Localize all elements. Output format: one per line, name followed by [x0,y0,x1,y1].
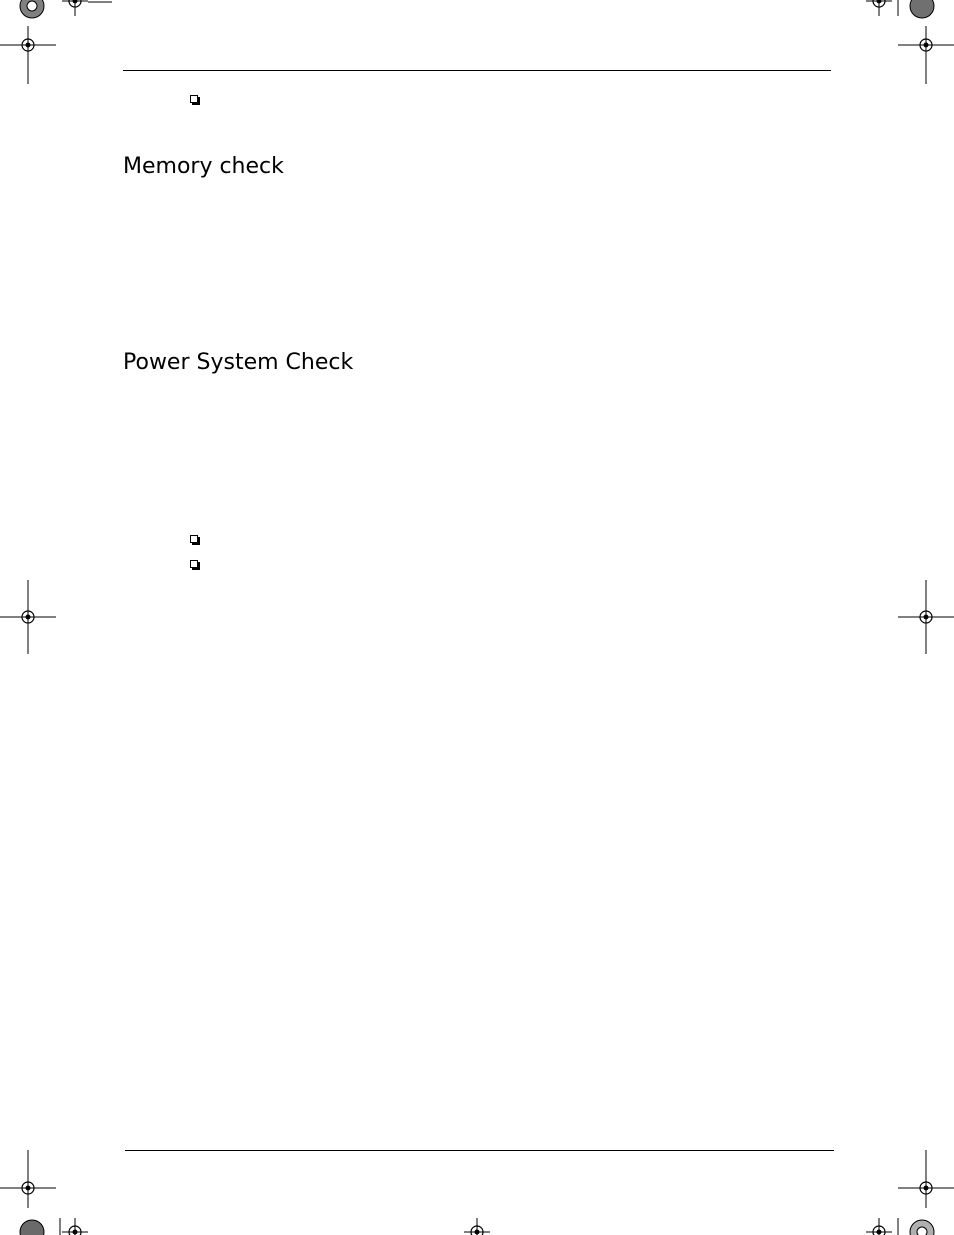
registration-mark-icon [866,1218,892,1235]
registration-mark-icon [898,1150,954,1208]
registration-mark-icon [898,26,954,84]
registration-mark-icon [866,0,892,18]
registration-mark-icon [0,26,56,84]
section-heading-power-system-check: Power System Check [123,350,354,375]
crop-line [88,0,112,4]
registration-mark-icon [0,580,56,654]
header-rule [123,70,831,71]
registration-mark-icon [0,1150,56,1208]
registration-mark-icon [908,1218,936,1235]
crop-line [896,1218,900,1235]
checkbox-square-icon [190,560,198,568]
checkbox-square-icon [190,95,198,103]
footer-rule [125,1150,834,1151]
registration-mark-icon [62,0,88,18]
checkbox-square-icon [190,535,198,543]
crop-line [896,0,900,16]
registration-mark-icon [62,1218,88,1235]
crop-line [840,0,866,18]
registration-mark-icon [18,1218,46,1235]
registration-mark-icon [18,0,46,20]
registration-mark-icon [908,0,936,20]
section-heading-memory-check: Memory check [123,154,284,179]
registration-mark-icon [464,1218,490,1235]
registration-mark-icon [898,580,954,654]
